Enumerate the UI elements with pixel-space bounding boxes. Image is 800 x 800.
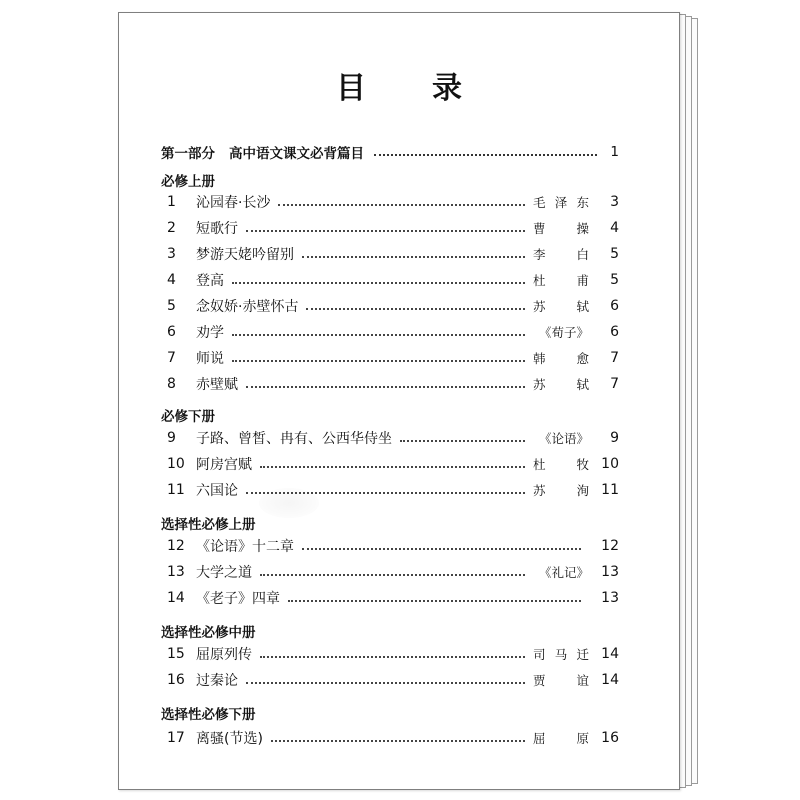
entry-number: 9 <box>167 430 176 446</box>
dot-leader <box>260 656 525 658</box>
part-heading <box>161 141 619 163</box>
entry-title: 劝学 <box>196 325 224 341</box>
dot-leader <box>246 230 525 232</box>
entry-title: 子路、曾皙、冉有、公西华侍坐 <box>196 431 392 447</box>
toc-entry <box>167 587 619 609</box>
toc-entry <box>167 373 619 395</box>
entry-number: 7 <box>167 350 176 366</box>
dot-leader <box>278 204 525 206</box>
dot-leader <box>288 600 581 602</box>
entry-page: 13 <box>601 590 619 606</box>
entry-page: 7 <box>610 350 619 366</box>
toc-entry <box>167 427 619 449</box>
entry-title: 屈原列传 <box>196 647 252 663</box>
entry-title: 登高 <box>196 273 224 289</box>
toc-entry <box>167 269 619 291</box>
entry-page: 10 <box>601 456 619 472</box>
entry-page: 9 <box>610 430 619 446</box>
section-heading: 选择性必修上册 <box>161 517 256 533</box>
entry-author: 苏 轼 <box>533 377 589 392</box>
dot-leader <box>400 440 525 442</box>
entry-number: 17 <box>167 730 185 746</box>
entry-title: 沁园春·长沙 <box>196 195 271 211</box>
part-label: 第一部分 <box>161 146 215 162</box>
entry-title: 离骚(节选) <box>196 731 263 747</box>
toc-entry <box>167 243 619 265</box>
entry-page: 4 <box>610 220 619 236</box>
entry-title: 过秦论 <box>196 673 238 689</box>
entry-page: 6 <box>610 298 619 314</box>
entry-title: 短歌行 <box>196 221 238 237</box>
dot-leader <box>232 282 525 284</box>
entry-page: 14 <box>601 672 619 688</box>
entry-author: 《礼记》 <box>538 565 589 580</box>
entry-author: 苏 轼 <box>533 299 589 314</box>
toc-entry <box>167 643 619 665</box>
dot-leader <box>232 360 525 362</box>
toc-entry <box>167 191 619 213</box>
dot-leader <box>232 334 525 336</box>
entry-number: 10 <box>167 456 185 472</box>
entry-number: 3 <box>167 246 176 262</box>
toc-entry <box>167 347 619 369</box>
entry-number: 5 <box>167 298 176 314</box>
section-heading: 必修上册 <box>161 174 215 190</box>
entry-author: 韩 愈 <box>533 351 589 366</box>
entry-number: 4 <box>167 272 176 288</box>
entry-author: 毛泽东 <box>533 195 589 210</box>
toc-entry <box>167 669 619 691</box>
entry-page: 11 <box>601 482 619 498</box>
entry-page: 7 <box>610 376 619 392</box>
entry-author: 李 白 <box>533 247 589 262</box>
section-heading: 选择性必修中册 <box>161 625 256 641</box>
entry-title: 阿房宫赋 <box>196 457 252 473</box>
entry-page: 14 <box>601 646 619 662</box>
entry-number: 11 <box>167 482 185 498</box>
dot-leader <box>302 548 581 550</box>
entry-title: 《论语》十二章 <box>196 539 294 555</box>
dot-leader <box>306 308 525 310</box>
entry-author: 苏 洵 <box>533 483 589 498</box>
toc-entry <box>167 479 619 501</box>
entry-author: 《论语》 <box>538 431 589 446</box>
dot-leader <box>246 386 525 388</box>
title-char: 录 <box>432 71 462 106</box>
entry-number: 1 <box>167 194 176 210</box>
entry-page: 3 <box>610 194 619 210</box>
part-title: 高中语文课文必背篇目 <box>229 146 364 162</box>
entry-author: 司马迁 <box>533 647 589 662</box>
entry-title: 六国论 <box>196 483 238 499</box>
toc-entry <box>167 727 619 749</box>
entry-number: 14 <box>167 590 185 606</box>
entry-page: 13 <box>601 564 619 580</box>
dot-leader <box>246 492 525 494</box>
dot-leader <box>260 466 525 468</box>
entry-page: 6 <box>610 324 619 340</box>
entry-author: 《荀子》 <box>538 325 589 340</box>
entry-page: 5 <box>610 272 619 288</box>
dot-leader <box>260 574 525 576</box>
title-char: 目 <box>336 71 366 106</box>
entry-number: 15 <box>167 646 185 662</box>
entry-author: 屈 原 <box>533 731 589 746</box>
entry-title: 大学之道 <box>196 565 252 581</box>
dot-leader <box>246 682 525 684</box>
entry-title: 《老子》四章 <box>196 591 280 607</box>
entry-number: 12 <box>167 538 185 554</box>
entry-page: 5 <box>610 246 619 262</box>
entry-author: 贾 谊 <box>533 673 589 688</box>
entry-number: 8 <box>167 376 176 392</box>
entry-page: 16 <box>601 730 619 746</box>
dot-leader <box>374 154 597 156</box>
entry-title: 梦游天姥吟留别 <box>196 247 294 263</box>
entry-title: 师说 <box>196 351 224 367</box>
toc-entry <box>167 295 619 317</box>
entry-title: 念奴娇·赤壁怀古 <box>196 299 299 315</box>
entry-author: 杜 牧 <box>533 457 589 472</box>
entry-title: 赤壁赋 <box>196 377 238 393</box>
entry-number: 13 <box>167 564 185 580</box>
section-heading: 必修下册 <box>161 409 215 425</box>
part-page-number: 1 <box>610 144 619 160</box>
toc-entry <box>167 217 619 239</box>
toc-entry <box>167 321 619 343</box>
entry-number: 2 <box>167 220 176 236</box>
toc-entry <box>167 453 619 475</box>
dot-leader <box>302 256 525 258</box>
dot-leader <box>271 740 525 742</box>
toc-entry <box>167 535 619 557</box>
entry-page: 12 <box>601 538 619 554</box>
toc-page <box>118 12 680 790</box>
entry-number: 6 <box>167 324 176 340</box>
entry-number: 16 <box>167 672 185 688</box>
page-title <box>119 63 679 107</box>
section-heading: 选择性必修下册 <box>161 707 256 723</box>
toc-entry <box>167 561 619 583</box>
entry-author: 杜 甫 <box>533 273 589 288</box>
entry-author: 曹 操 <box>533 221 589 236</box>
